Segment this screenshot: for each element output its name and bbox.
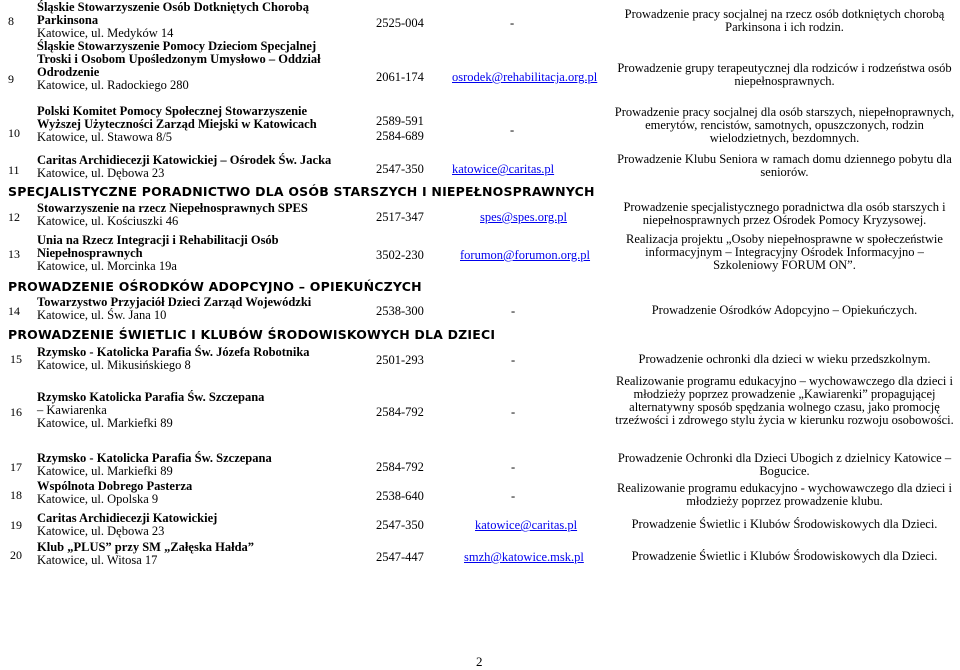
row-number: 10 [8, 126, 20, 140]
row-number: 16 [10, 405, 22, 419]
email: - [511, 489, 516, 503]
org-name: Śląskie Stowarzyszenie Pomocy Dzieciom Specjalnej Troski i Osobom Upośledzonym Umysłowo – Oddział Odrodzenie Katowice, ul. Radockiego 280 [37, 39, 321, 92]
email: - [511, 460, 516, 474]
org-name: Wspólnota Dobrego Pasterza Katowice, ul. Opolska 9 [37, 479, 193, 506]
row-number: 8 [8, 14, 14, 28]
description: Prowadzenie grupy terapeutycznej dla rodziców i rodzeństwa osób niepełnosprawnych. [617, 61, 952, 88]
email-link[interactable]: katowice@caritas.pl [475, 518, 578, 532]
phone: 2538-640 [376, 489, 424, 503]
row-number: 19 [10, 518, 22, 532]
email: - [510, 16, 515, 30]
phone: 2547-350 [376, 162, 424, 176]
row-number: 13 [8, 247, 20, 261]
row-number: 12 [8, 210, 20, 224]
phone: 3502-230 [376, 248, 424, 262]
description: Prowadzenie Klubu Seniora w ramach domu dziennego pobytu dla seniorów. [617, 152, 952, 179]
description: Realizacja projektu „Osoby niepełnosprawne w społeczeństwie informacyjnym – Integracyjny Ośrodek Informacyjno – Szkoleniowy FORUM ON”. [626, 232, 943, 272]
email: - [511, 353, 516, 367]
description: Realizowanie programu edukacyjno - wychowawczego dla dzieci i młodzieży poprzez prowadzenie klubu. [617, 481, 952, 508]
phone: 2525-004 [376, 16, 424, 30]
email-link[interactable]: osrodek@rehabilitacja.org.pl [452, 70, 598, 84]
email-link[interactable]: forumon@forumon.org.pl [460, 248, 591, 262]
row-number: 15 [10, 352, 22, 366]
phone: 2547-350 [376, 518, 424, 532]
section-heading: SPECJALISTYCZNE PORADNICTWO DLA OSÓB STARSZYCH I NIEPEŁNOSPRAWNYCH [8, 184, 595, 199]
email-link[interactable]: spes@spes.org.pl [480, 210, 567, 224]
org-name: Rzymsko - Katolicka Parafia Św. Szczepana Katowice, ul. Markiefki 89 [37, 451, 272, 478]
phone: 2517-347 [376, 210, 424, 224]
email-link[interactable]: smzh@katowice.msk.pl [464, 550, 584, 564]
description: Prowadzenie Ośrodków Adopcyjno – Opiekuńczych. [651, 303, 918, 317]
phone: 2538-300 [376, 304, 424, 318]
row-number: 9 [8, 72, 14, 86]
row-number: 17 [10, 460, 22, 474]
org-name: Caritas Archidiecezji Katowickiej – Ośrodek Św. Jacka Katowice, ul. Dębowa 23 [37, 153, 332, 180]
description: Prowadzenie Świetlic i Klubów Środowiskowych dla Dzieci. [631, 517, 938, 531]
page-number: 2 [476, 654, 483, 669]
email: - [511, 304, 516, 318]
description: Prowadzenie ochronki dla dzieci w wieku przedszkolnym. [638, 352, 931, 366]
description: Prowadzenie specjalistycznego poradnictwa dla osób starszych i niepełnosprawnych przez Ośrodek Pomocy Kryzysowej. [623, 200, 946, 227]
section-heading: PROWADZENIE OŚRODKÓW ADOPCYJNO – OPIEKUŃCZYCH [8, 279, 422, 294]
phone: 2589-591 2584-689 [376, 114, 424, 143]
org-name: Unia na Rzecz Integracji i Rehabilitacji Osób Niepełnosprawnych Katowice, ul. Morcinka 19a [37, 233, 279, 273]
phone: 2501-293 [376, 353, 424, 367]
description: Prowadzenie pracy socjalnej dla osób starszych, niepełnoprawnych, emerytów, rencistów, samotnych, opuszczonych, rodzin wielodzietnych, bezdomnych. [614, 105, 955, 145]
description: Prowadzenie Świetlic i Klubów Środowiskowych dla Dzieci. [631, 549, 938, 563]
org-name: Polski Komitet Pomocy Społecznej Stowarzyszenie Wyższej Użyteczności Zarząd Miejski w Katowicach Katowice, ul. Stawowa 8/5 [37, 104, 317, 144]
row-number: 14 [8, 304, 20, 318]
email: - [511, 405, 516, 419]
phone: 2061-174 [376, 70, 424, 84]
org-name: Śląskie Stowarzyszenie Osób Dotkniętych Chorobą Parkinsona Katowice, ul. Medyków 14 [37, 0, 310, 40]
phone: 2547-447 [376, 550, 424, 564]
description: Prowadzenie Ochronki dla Dzieci Ubogich z dzielnicy Katowice – Bogucice. [617, 451, 952, 478]
org-name: Stowarzyszenie na rzecz Niepełnosprawnych SPES Katowice, ul. Kościuszki 46 [37, 201, 308, 228]
org-name: Towarzystwo Przyjaciół Dzieci Zarząd Wojewódzki Katowice, ul. Św. Jana 10 [37, 295, 312, 322]
description: Prowadzenie pracy socjalnej na rzecz osób dotkniętych chorobą Parkinsona i ich rodzin. [624, 7, 945, 34]
email: - [510, 123, 515, 137]
org-name: Rzymsko Katolicka Parafia Św. Szczepana – Kawiarenka Katowice, ul. Markiefki 89 [37, 390, 265, 430]
phone: 2584-792 [376, 460, 424, 474]
row-number: 20 [10, 548, 22, 562]
row-number: 18 [10, 488, 22, 502]
org-name: Rzymsko - Katolicka Parafia Św. Józefa Robotnika Katowice, ul. Mikusińskiego 8 [37, 345, 310, 372]
org-name: Caritas Archidiecezji Katowickiej Katowice, ul. Dębowa 23 [37, 511, 218, 538]
row-number: 11 [8, 163, 20, 177]
email-link[interactable]: katowice@caritas.pl [452, 162, 555, 176]
description: Realizowanie programu edukacyjno – wychowawczego dla dzieci i młodzieży poprzez prowadzenie „Kawiarenki” propagującej alternatywny sposób spędzania wolnego czasu, jako promocję trzeźwości i zdrowego stylu życia w kierunku rozwoju osobowości. [615, 374, 954, 427]
section-heading: PROWADZENIE ŚWIETLIC I KLUBÓW ŚRODOWISKOWYCH DLA DZIECI [8, 327, 496, 342]
org-name: Klub „PLUS” przy SM „Załęska Hałda” Katowice, ul. Witosa 17 [37, 540, 255, 567]
phone: 2584-792 [376, 405, 424, 419]
